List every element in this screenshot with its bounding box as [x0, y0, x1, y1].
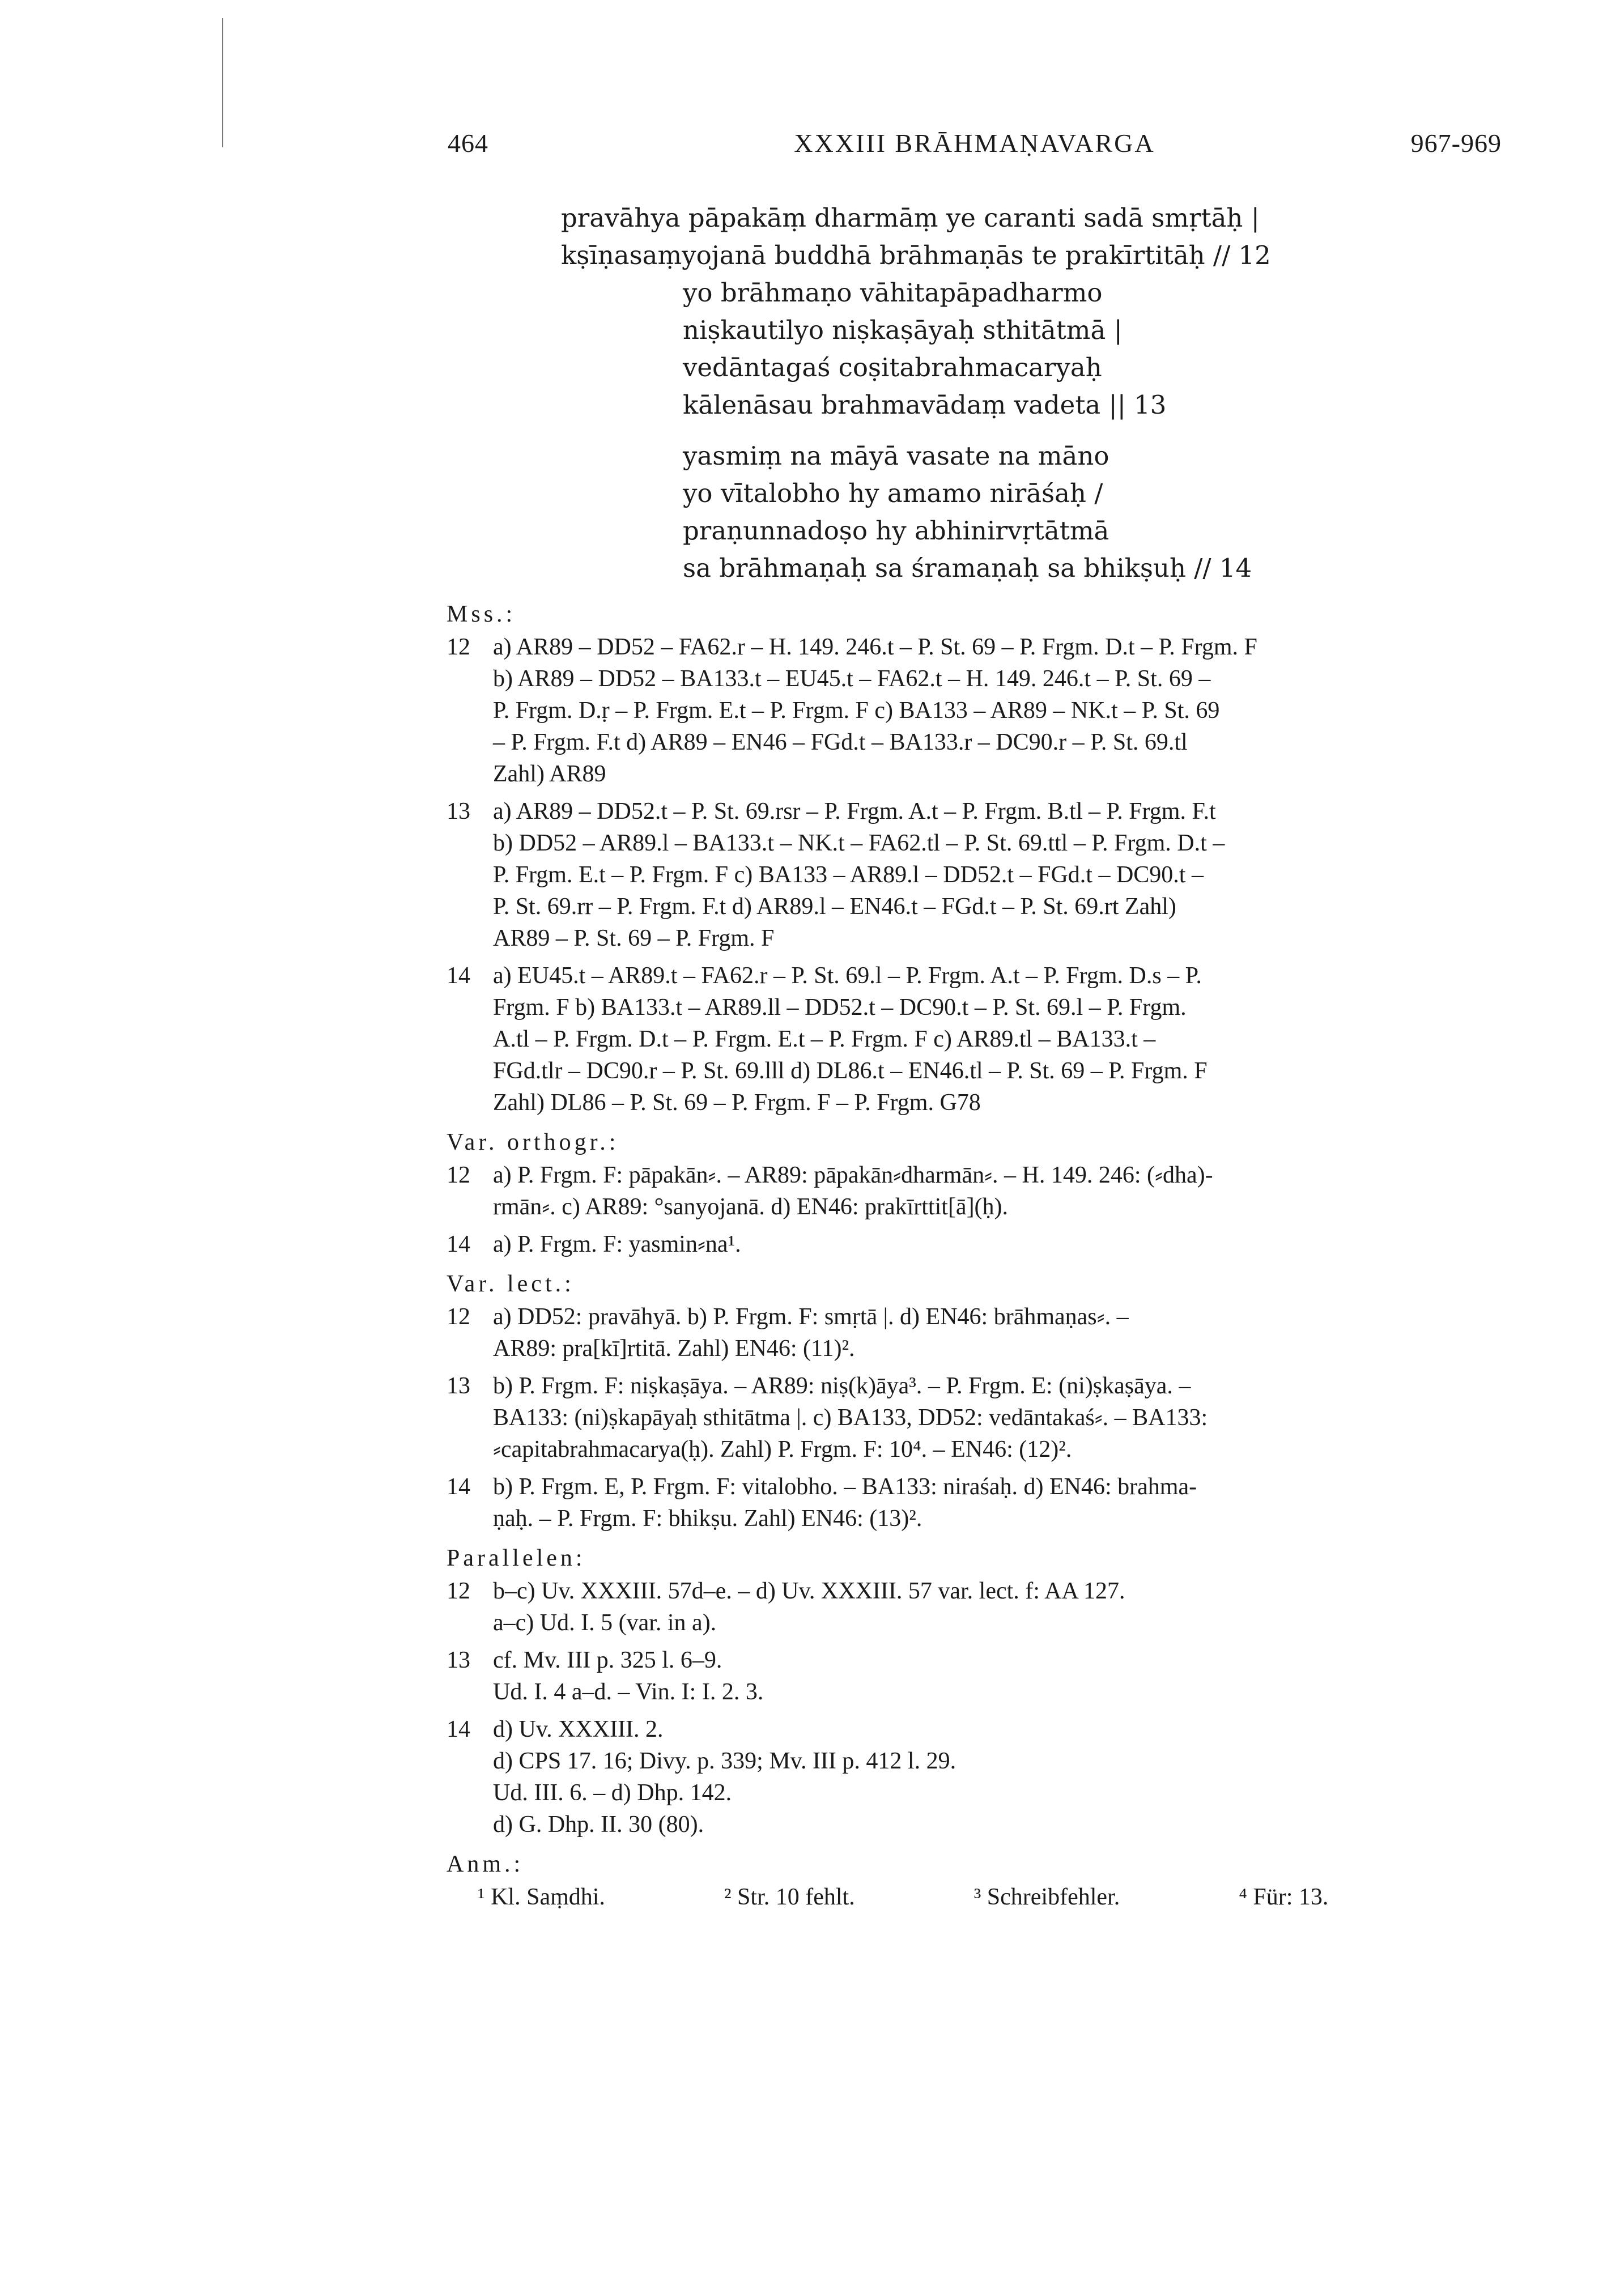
- apparatus-line: d) CPS 17. 16; Divy. p. 339; Mv. III p. 412 l. 29.: [493, 1748, 956, 1774]
- apparatus-line: a) P. Frgm. F: pāpakān⸗. – AR89: pāpakān⸗dharmān⸗. – H. 149. 246: (⸗dha)-: [493, 1162, 1213, 1188]
- verse-line: kṣīṇasaṃyojanā buddhā brāhmaṇās te prakīrtitāḥ // 12: [561, 240, 1271, 270]
- apparatus-line: rmān⸗. c) AR89: °sanyojanā. d) EN46: prakīrttit[ā](ḥ).: [493, 1194, 1009, 1220]
- verse-number: 13: [447, 798, 470, 824]
- apparatus-entry: [447, 1575, 1506, 1639]
- apparatus-line: b) P. Frgm. E, P. Frgm. F: vitalobho. – BA133: niraśaḥ. d) EN46: brahma-: [493, 1474, 1197, 1500]
- apparatus-line: Zahl) AR89: [493, 761, 606, 787]
- apparatus-line: a) AR89 – DD52 – FA62.r – H. 149. 246.t – P. St. 69 – P. Frgm. D.t – P. Frgm. F: [493, 634, 1257, 660]
- footnote: ³ Schreibfehler.: [973, 1884, 1120, 1910]
- apparatus-entry: [447, 1301, 1506, 1364]
- chapter-title: XXXIII BRĀHMAṆAVARGA: [794, 129, 1155, 158]
- verse-line: kālenāsau brahmavādaṃ vadeta || 13: [683, 390, 1167, 420]
- verse-range: 967-969: [1410, 129, 1502, 158]
- apparatus-line: a) P. Frgm. F: yasmin⸗na¹.: [493, 1231, 741, 1257]
- var-orthogr-heading: Var. orthogr.:: [447, 1129, 619, 1155]
- apparatus-line: P. St. 69.rr – P. Frgm. F.t d) AR89.l – EN46.t – FGd.t – P. St. 69.rt Zahl): [493, 894, 1176, 920]
- var-lect-heading: Var. lect.:: [447, 1271, 575, 1297]
- apparatus-line: a) EU45.t – AR89.t – FA62.r – P. St. 69.l – P. Frgm. A.t – P. Frgm. D.s – P.: [493, 963, 1202, 989]
- apparatus-line: P. Frgm. D.ṛ – P. Frgm. E.t – P. Frgm. F c) BA133 – AR89 – NK.t – P. St. 69: [493, 698, 1220, 724]
- running-header: [448, 128, 1502, 168]
- verse-line: yo brāhmaṇo vāhitapāpadharmo: [683, 278, 1103, 308]
- verse-number: 13: [447, 1647, 470, 1673]
- parallelen-section: [447, 1575, 1506, 1840]
- apparatus-line: ⸗capitabrahmacarya(ḥ). Zahl) P. Frgm. F: 10⁴. – EN46: (12)².: [493, 1436, 1072, 1462]
- verse-number: 14: [447, 963, 470, 989]
- apparatus-line: b) AR89 – DD52 – BA133.t – EU45.t – FA62.t – H. 149. 246.t – P. St. 69 –: [493, 666, 1211, 692]
- verse-line: yasmiṃ na māyā vasate na māno: [683, 441, 1109, 471]
- apparatus-line: AR89: pra[kī]rtitā. Zahl) EN46: (11)².: [493, 1336, 855, 1362]
- apparatus-line: d) Uv. XXXIII. 2.: [493, 1716, 664, 1742]
- apparatus-line: Zahl) DL86 – P. St. 69 – P. Frgm. F – P. Frgm. G78: [493, 1090, 981, 1116]
- apparatus-line: AR89 – P. St. 69 – P. Frgm. F: [493, 925, 775, 951]
- apparatus-line: a) AR89 – DD52.t – P. St. 69.rsr – P. Frgm. A.t – P. Frgm. B.tl – P. Frgm. F.t: [493, 798, 1216, 824]
- apparatus-line: b) DD52 – AR89.l – BA133.t – NK.t – FA62.tl – P. St. 69.ttl – P. Frgm. D.t –: [493, 830, 1225, 856]
- apparatus-entry: [447, 1370, 1506, 1465]
- verse-line: niṣkautilyo niṣkaṣāyaḥ sthitātmā |: [683, 315, 1123, 345]
- verse-block: [561, 199, 1524, 587]
- apparatus-line: a) DD52: pravāhyā. b) P. Frgm. F: smṛtā |. d) EN46: brāhmaṇas⸗. –: [493, 1304, 1129, 1330]
- mss-heading: Mss.:: [447, 601, 516, 627]
- mss-section: [447, 631, 1506, 1119]
- footnote: ² Str. 10 fehlt.: [724, 1884, 855, 1910]
- apparatus-entry: [447, 1714, 1506, 1840]
- apparatus-entry: [447, 1228, 1506, 1260]
- scan-margin-line: [222, 18, 223, 147]
- apparatus-line: cf. Mv. III p. 325 l. 6–9.: [493, 1647, 722, 1673]
- apparatus-line: b) P. Frgm. F: niṣkaṣāya. – AR89: niṣ(k)āya³. – P. Frgm. E: (ni)ṣkaṣāya. –: [493, 1373, 1191, 1399]
- anm-notes: [447, 1881, 1506, 1913]
- verse-line: vedāntagaś coṣitabrahmacaryaḥ: [683, 352, 1102, 382]
- apparatus-line: a–c) Ud. I. 5 (var. in a).: [493, 1610, 717, 1636]
- verse-number: 12: [447, 1578, 470, 1604]
- apparatus-line: – P. Frgm. F.t d) AR89 – EN46 – FGd.t – BA133.r – DC90.r – P. St. 69.tl: [493, 729, 1188, 755]
- verse-number: 14: [447, 1231, 470, 1257]
- apparatus-line: ṇaḥ. – P. Frgm. F: bhikṣu. Zahl) EN46: (13)².: [493, 1506, 922, 1532]
- verse-number: 12: [447, 634, 470, 660]
- var-orthogr-section: [447, 1159, 1506, 1260]
- apparatus-entry: [447, 1471, 1506, 1534]
- apparatus-entry: [447, 960, 1506, 1119]
- verse-number: 14: [447, 1474, 470, 1500]
- verse-number: 13: [447, 1373, 470, 1399]
- apparatus-entry: [447, 1644, 1506, 1708]
- apparatus-line: BA133: (ni)ṣkapāyaḥ sthitātma |. c) BA133, DD52: vedāntakaś⸗. – BA133:: [493, 1405, 1208, 1431]
- verse-number: 14: [447, 1716, 470, 1742]
- verse-line: pravāhya pāpakāṃ dharmāṃ ye caranti sadā smṛtāḥ |: [561, 203, 1260, 233]
- apparatus-line: d) G. Dhp. II. 30 (80).: [493, 1812, 704, 1838]
- apparatus-line: Ud. III. 6. – d) Dhp. 142.: [493, 1780, 732, 1806]
- apparatus-line: Ud. I. 4 a–d. – Vin. I: I. 2. 3.: [493, 1679, 764, 1705]
- apparatus-line: A.tl – P. Frgm. D.t – P. Frgm. E.t – P. Frgm. F c) AR89.tl – BA133.t –: [493, 1026, 1156, 1052]
- apparatus-line: FGd.tlr – DC90.r – P. St. 69.lll d) DL86.t – EN46.tl – P. St. 69 – P. Frgm. F: [493, 1058, 1208, 1084]
- footnote: ¹ Kl. Saṃdhi.: [478, 1884, 605, 1910]
- verse-line: yo vītalobho hy amamo nirāśaḥ /: [683, 478, 1103, 508]
- page-number: 464: [448, 129, 488, 158]
- apparatus-entry: [447, 796, 1506, 954]
- footnote: ⁴ Für: 13.: [1239, 1884, 1329, 1910]
- verse-number: 12: [447, 1304, 470, 1330]
- verse-line: sa brāhmaṇaḥ sa śramaṇaḥ sa bhikṣuḥ // 14: [683, 553, 1252, 583]
- verse-number: 12: [447, 1162, 470, 1188]
- parallelen-heading: Parallelen:: [447, 1545, 586, 1571]
- verse-line: praṇunnadoṣo hy abhinirvṛtātmā: [683, 516, 1109, 546]
- var-lect-section: [447, 1301, 1506, 1534]
- apparatus-entry: [447, 1159, 1506, 1223]
- apparatus-line: b–c) Uv. XXXIII. 57d–e. – d) Uv. XXXIII. 57 var. lect. f: AA 127.: [493, 1578, 1125, 1604]
- apparatus-line: Frgm. F b) BA133.t – AR89.ll – DD52.t – DC90.t – P. St. 69.l – P. Frgm.: [493, 994, 1187, 1021]
- apparatus: [447, 590, 1506, 1913]
- apparatus-line: P. Frgm. E.t – P. Frgm. F c) BA133 – AR89.l – DD52.t – FGd.t – DC90.t –: [493, 862, 1204, 888]
- apparatus-entry: [447, 631, 1506, 790]
- anm-heading: Anm.:: [447, 1851, 524, 1877]
